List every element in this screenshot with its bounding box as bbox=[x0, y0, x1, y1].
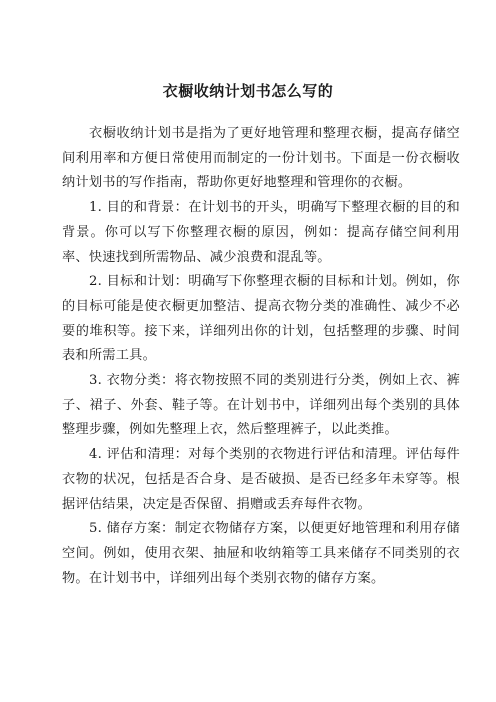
paragraph-evaluation: 4. 评估和清理：对每个类别的衣物进行评估和清理。评估每件衣物的状况，包括是否合身、是否破损、是否已经多年未穿等。根据评估结果，决定是否保留、捐赠或丢弃每件衣物。 bbox=[62, 447, 460, 512]
document-title: 衣橱收纳计划书怎么写的 bbox=[162, 82, 334, 100]
paragraph-goals: 2. 目标和计划：明确写下你整理衣橱的目标和计划。例如，你的目标可能是使衣橱更加整洁、提高衣物分类的准确性、减少不必要的堆积等。接下来，详细列出你的计划，包括整理的步骤、时间表和所需工具。 bbox=[62, 274, 460, 364]
paragraph-intro: 衣橱收纳计划书是指为了更好地管理和整理衣橱，提高存储空间利用率和方便日常使用而制定的一份计划书。下面是一份衣橱收纳计划书的写作指南，帮助你更好地整理和管理你的衣橱。 bbox=[62, 126, 460, 191]
paragraph-storage: 5. 储存方案：制定衣物储存方案，以便更好地管理和利用存储空间。例如，使用衣架、抽屉和收纳箱等工具来储存不同类别的衣物。在计划书中，详细列出每个类别衣物的储存方案。 bbox=[62, 521, 460, 586]
paragraph-purpose: 1. 目的和背景：在计划书的开头，明确写下整理衣橱的目的和背景。你可以写下你整理衣橱的原因，例如：提高存储空间利用率、快速找到所需物品、减少浪费和混乱等。 bbox=[62, 200, 460, 265]
document-body bbox=[62, 122, 460, 591]
paragraph-classification: 3. 衣物分类：将衣物按照不同的类别进行分类，例如上衣、裤子、裙子、外套、鞋子等。在计划书中，详细列出每个类别的具体整理步骤，例如先整理上衣，然后整理裤子，以此类推。 bbox=[62, 373, 460, 438]
